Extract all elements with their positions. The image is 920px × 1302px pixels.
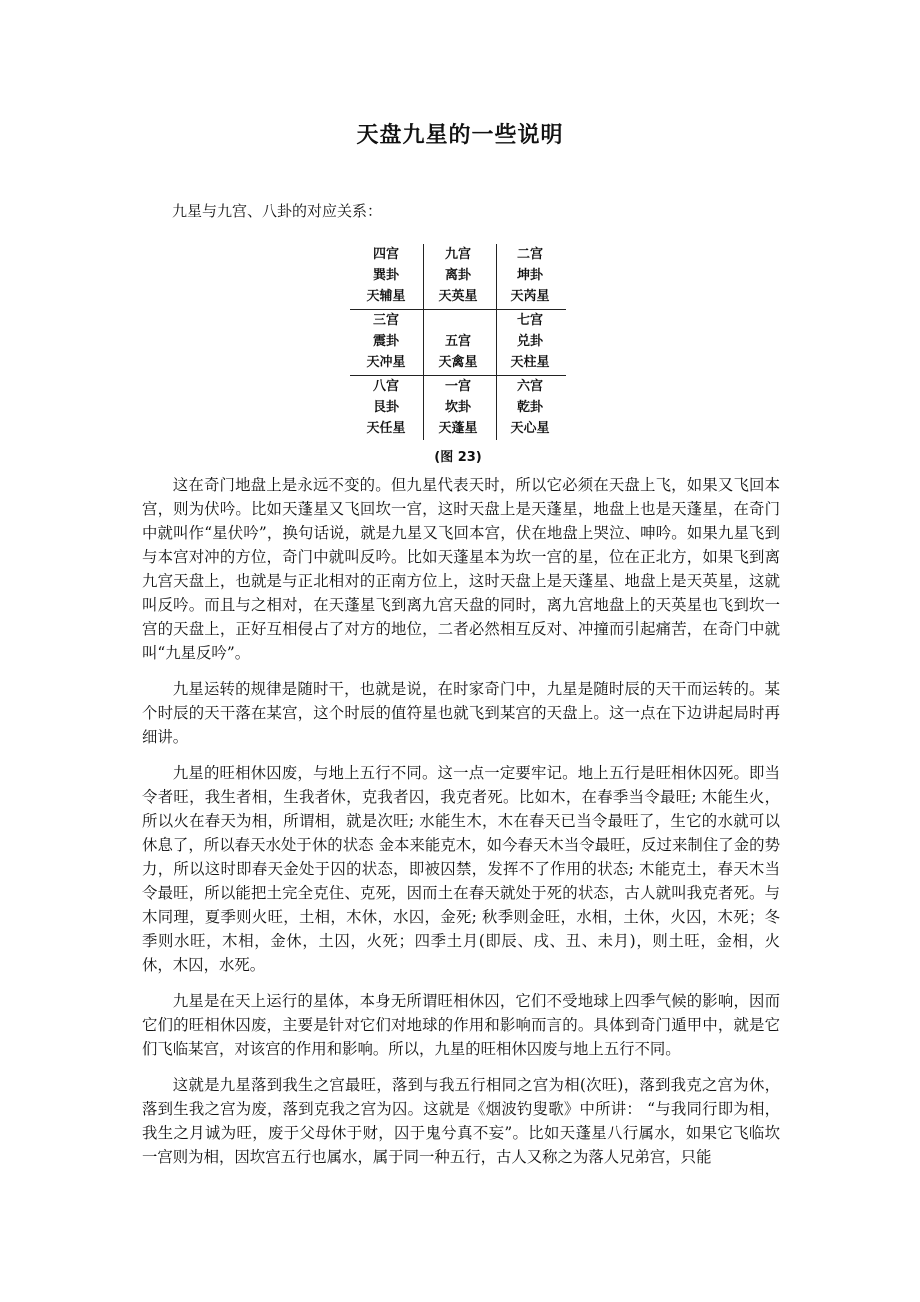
palace-name: 四宫 [372, 247, 399, 262]
star-name: 天禽星 [438, 355, 478, 370]
star-name: 天柱星 [510, 355, 550, 370]
trigram-name: 巽卦 [372, 268, 399, 283]
trigram-name: 坤卦 [516, 268, 543, 283]
star-name: 天冲星 [366, 355, 406, 370]
palace-name: 一宫 [444, 379, 471, 394]
star-name: 天芮星 [510, 289, 550, 304]
trigram-name: 震卦 [372, 334, 399, 349]
intro-line: 九星与九宫、八卦的对应关系： [172, 202, 383, 220]
palace-cell-4 [350, 244, 422, 307]
palace-cell-8 [350, 376, 422, 439]
star-name: 天英星 [438, 289, 478, 304]
star-name: 天心星 [510, 421, 550, 436]
palace-grid [350, 240, 566, 440]
palace-cell-9 [422, 244, 494, 307]
trigram-name: 乾卦 [516, 400, 543, 415]
palace-cell-7 [494, 310, 566, 373]
figure-caption: (图 23) [434, 450, 482, 465]
palace-name: 三宫 [372, 313, 399, 328]
grid-divider-vertical [496, 244, 497, 440]
star-name: 天辅星 [366, 289, 406, 304]
palace-cell-3 [350, 310, 422, 373]
star-name: 天任星 [366, 421, 406, 436]
body-text [142, 473, 780, 1181]
page-title: 天盘九星的一些说明 [356, 123, 564, 148]
grid-divider-vertical [423, 244, 424, 440]
trigram-name: 艮卦 [372, 400, 399, 415]
palace-name: 八宫 [372, 379, 399, 394]
palace-cell-6 [494, 376, 566, 439]
palace-name [422, 310, 494, 331]
palace-name: 二宫 [516, 247, 543, 262]
palace-name: 九宫 [444, 247, 471, 262]
paragraph: 九星是在天上运行的星体，本身无所谓旺相休囚，它们不受地球上四季气候的影响，因而它们的旺相休囚废，主要是针对它们对地球的作用和影响而言的。具体到奇门遁甲中，就是它们飞临某宫，对该宫的作用和影响。所以，九星的旺相休囚废与地上五行不同。 [142, 992, 780, 1058]
palace-cell-5 [422, 310, 494, 373]
palace-cell-2 [494, 244, 566, 307]
paragraph: 九星的旺相休囚废，与地上五行不同。这一点一定要牢记。地上五行是旺相休囚死。即当令者旺，我生者相，生我者休，克我者囚，我克者死。比如木，在春季当令最旺; 木能生火，所以火在春天为相，所谓相，就是次旺; 水能生木，木在春天已当令最旺了，生它的水就可以休息了，所以春天水处于休的状态 金本来能克木，如今春天木当令最旺，反过来制住了金的势力，所以这时即春天金处于囚的状态，即被囚禁，发挥不了作用的状态; 木能克土，春天木当令最旺，所以能把土完全克住、克死，因而土在春天就处于死的状态，古人就叫我克者死。与木同理，夏季则火旺，土相，木休，水囚，金死; 秋季则金旺，水相，土休，火囚，木死；冬季则水旺，木相，金休，土囚，火死；四季土月(即辰、戌、丑、未月)，则土旺，金相，火休，木囚，水死。 [142, 764, 780, 974]
star-name: 天蓬星 [438, 421, 478, 436]
grid-divider-horizontal [350, 375, 566, 376]
palace-cell-1 [422, 376, 494, 439]
palace-name: 六宫 [516, 379, 543, 394]
grid-divider-horizontal [350, 309, 566, 310]
palace-name: 五宫 [444, 334, 471, 349]
trigram-name: 离卦 [444, 268, 471, 283]
paragraph: 这就是九星落到我生之宫最旺，落到与我五行相同之宫为相(次旺)，落到我克之宫为休，落到生我之宫为废，落到克我之宫为囚。这就是《烟波钓叟歌》中所讲： “与我同行即为相，我生之月诚为旺，废于父母休于财，囚于鬼兮真不妄”。比如天蓬星八行属水，如果它飞临坎一宫则为相，因坎宫五行也属水，属于同一种五行，古人又称之为落人兄弟宫，只能 [142, 1076, 780, 1166]
paragraph: 九星运转的规律是随时干，也就是说，在时家奇门中，九星是随时辰的天干而运转的。某个时辰的天干落在某宫，这个时辰的值符星也就飞到某宫的天盘上。这一点在下边讲起局时再细讲。 [142, 680, 780, 746]
palace-name: 七宫 [516, 313, 543, 328]
paragraph: 这在奇门地盘上是永远不变的。但九星代表天时，所以它必须在天盘上飞，如果又飞回本宫，则为伏吟。比如天蓬星又飞回坎一宫，这时天盘上是天蓬星，地盘上也是天蓬星，在奇门中就叫作“星伏吟”，换句话说，就是九星又飞回本宫，伏在地盘上哭泣、呻吟。如果九星飞到与本宫对冲的方位，奇门中就叫反吟。比如天蓬星本为坎一宫的星，位在正北方，如果飞到离九宫天盘上，也就是与正北相对的正南方位上，这时天盘上是天蓬星、地盘上是天英星，这就叫反吟。而且与之相对，在天蓬星飞到离九宫天盘的同时，离九宫地盘上的天英星也飞到坎一宫的天盘上，正好互相侵占了对方的地位，二者必然相互反对、冲撞而引起痛苦，在奇门中就叫“九星反吟”。 [142, 476, 780, 662]
trigram-name: 兑卦 [516, 334, 543, 349]
trigram-name: 坎卦 [444, 400, 471, 415]
nine-palace-figure [350, 240, 566, 472]
